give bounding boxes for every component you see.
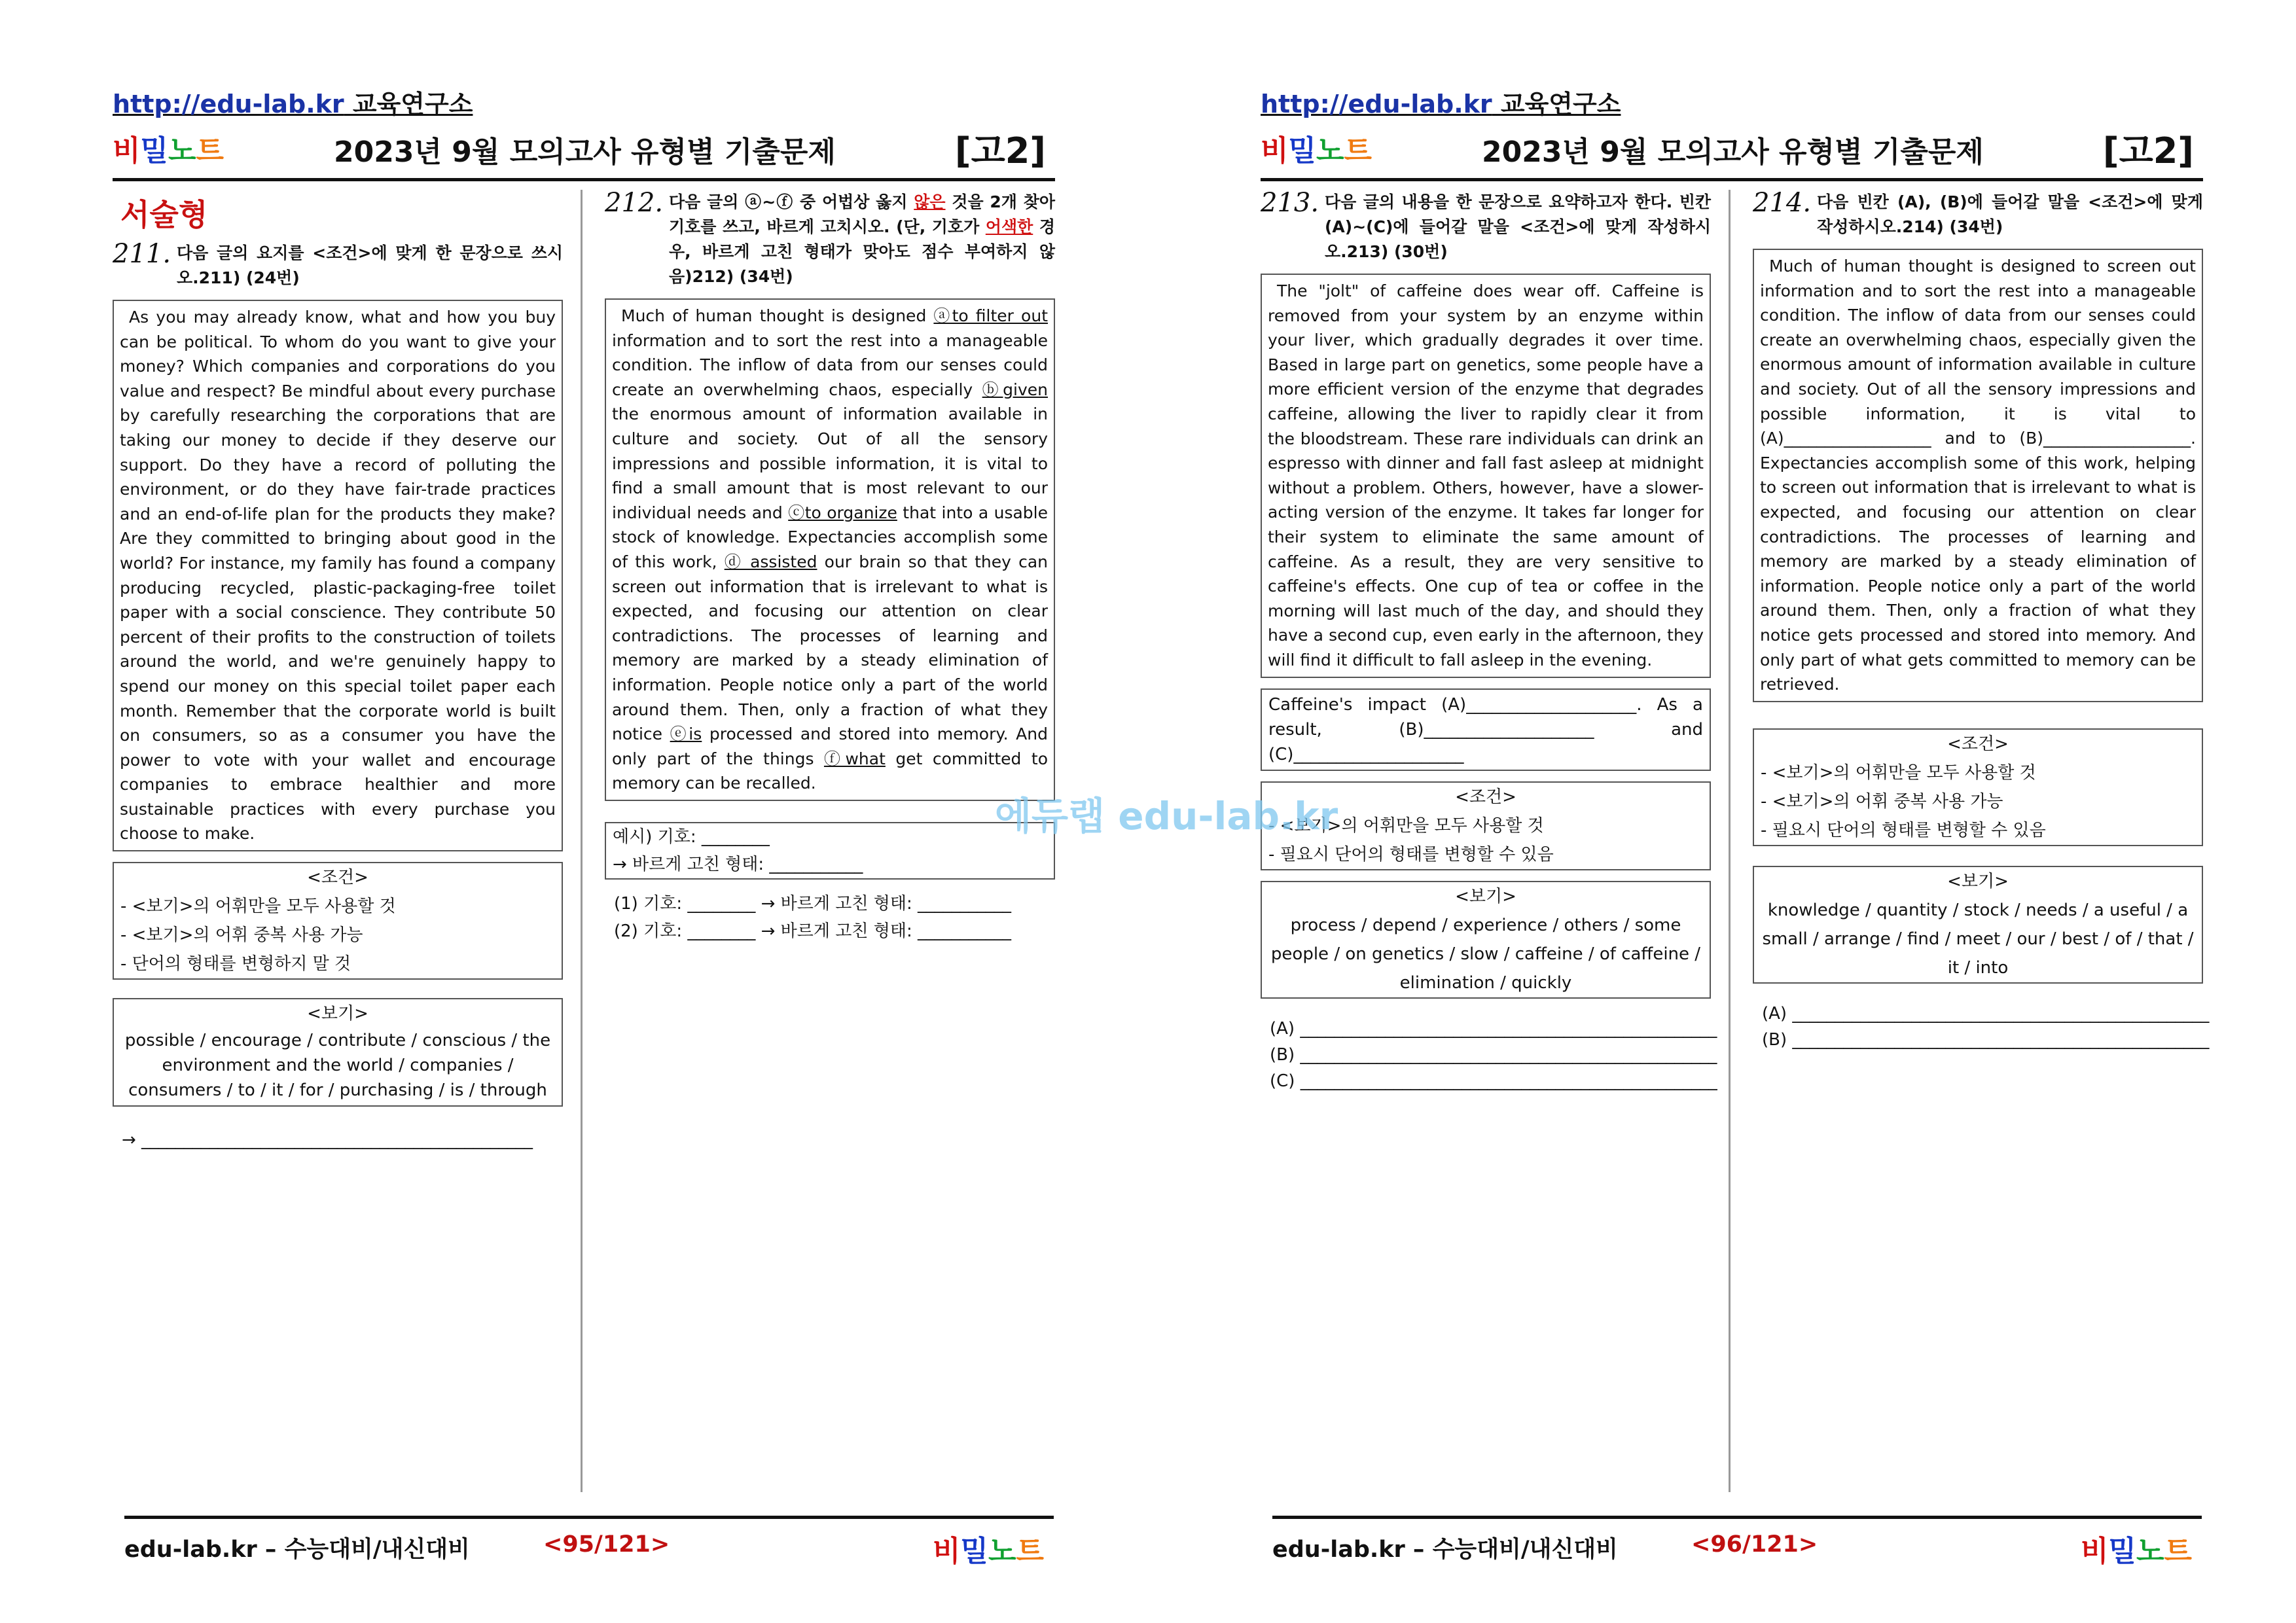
conditions-box [1753, 728, 2203, 846]
emphasis-awkward: 어색한 [985, 217, 1033, 236]
question-header [113, 241, 563, 291]
footer-brand-logo: 비밀노트 [933, 1535, 1045, 1568]
condition-item: - <보기>의 어휘 중복 사용 가능 [120, 925, 363, 946]
question-213 [1261, 188, 1717, 1094]
underline-b: ⓑgiven [982, 380, 1048, 399]
question-header [605, 190, 1055, 289]
column-divider [581, 190, 583, 1492]
example-symbol: 예시) 기호: ________ [613, 827, 770, 847]
conditions-title: <조건> [1455, 787, 1516, 807]
conditions-title: <조건> [307, 868, 368, 888]
page-header [1261, 123, 2203, 181]
section-badge: 서술형 [120, 197, 208, 232]
underline-f: ⓕwhat [823, 749, 886, 768]
example-box [605, 822, 1055, 880]
page-number: <95/121> [543, 1531, 670, 1558]
bogi-words: possible / encourage / contribute / conscious / the environment and the world / companies / consumers / to / it / for / purchasing / is / through [124, 1031, 551, 1101]
bogi-title: <보기> [1455, 886, 1516, 906]
condition-item: - <보기>의 어휘만을 모두 사용할 것 [1761, 762, 2036, 783]
answer-line[interactable]: → ______________________________________________ [122, 1130, 533, 1150]
answer-2[interactable]: (2) 기호: ________ → 바르게 고친 형태: ___________ [614, 921, 1012, 941]
answer-b[interactable]: (B) _________________________________________________ [1762, 1029, 2210, 1050]
question-number: 212. [605, 188, 664, 218]
passage: Much of human thought is designed ⓐto filter out information and to sort the rest into a manageable condition. The inflow of data from our senses could create an overwhelming chaos, especially ⓑgiven the enormous amount of information available in culture and society. Out of all the sensory impressions and possible information, it is vital to find a small amount that is most relevant to our individual needs and ⓒto organize that into a usable stock of knowledge. Expectancies accomplish some of this work, ⓓ assisted our brain so that they can screen out information that is irrelevant to what is expected, and focusing our attention on clear contradictions. The processes of learning and memory are marked by a steady elimination of information. People notice only a part of the world around them. Then, only a fraction of what they notice ⓔis processed and stored into memory. And only part of the things ⓕwhat get committed to memory can be recalled. [605, 298, 1055, 801]
site-url[interactable] [1261, 84, 1621, 120]
site-url-suffix: 교육연구소 [344, 90, 473, 118]
passage: The "jolt" of caffeine does wear off. Caffeine is removed from your system by an enzyme within your liver, which gradually degrades it over time. Based in large part on genetics, some people have a more efficient version of the enzyme that degrades caffeine, allowing the liver to rapidly clear it from the bloodstream. These rare individuals can drink an espresso with dinner and fall fast asleep at midnight without a problem. Others, however, have a slower-acting version of the enzyme. It takes far longer for their system to eliminate the same amount of caffeine. As a result, they are very sensitive to caffeine's effects. One cup of tea or coffee in the morning will last much of the day, and should they have a second cup, even early in the afternoon, they will find it difficult to fall asleep in the evening. [1261, 274, 1711, 678]
condition-item: - <보기>의 어휘만을 모두 사용할 것 [120, 897, 396, 917]
bogi-words: process / depend / experience / others / some people / on genetics / slow / caffeine / of caffeine / elimination / quickly [1270, 915, 1701, 993]
bogi-words: knowledge / quantity / stock / needs / a useful / a small / arrange / find / meet / our / best / of / that / it / into [1762, 900, 2194, 978]
underline-e: ⓔis [670, 724, 702, 744]
passage: Much of human thought is designed to screen out information and to sort the rest into a manageable condition. The inflow of data from our senses could create an overwhelming chaos, especially given the enormous amount of information available in culture and society. Out of all the sensory impressions and possible information, it is vital to (A)__________________ and to (B)__________________. Expectancies accomplish some of this work, helping to screen out information that is irrelevant to what is expected, and focusing our attention on clear contradictions. The processes of learning and memory are marked by a steady elimination of information. People notice only a part of the world around them. Then, only a fraction of what they notice gets processed and stored into memory. And only part of what gets committed to memory can be retrieved. [1753, 249, 2203, 702]
question-number: 211. [113, 239, 171, 269]
condition-item: - 필요시 단어의 형태를 변형할 수 있음 [1268, 844, 1554, 865]
page-number: <96/121> [1691, 1531, 1818, 1558]
underline-d: ⓓ assisted [724, 552, 817, 571]
footer-rule [1272, 1516, 2202, 1519]
footer-site: edu-lab.kr – 수능대비/내신대비 [124, 1537, 470, 1563]
condition-item: - 단어의 형태를 변형하지 말 것 [120, 954, 351, 974]
conditions-title: <조건> [1947, 734, 2009, 754]
bogi-box [1753, 866, 2203, 984]
question-header [1261, 190, 1711, 264]
condition-item: - <보기>의 어휘 중복 사용 가능 [1761, 791, 2003, 812]
column-divider [1729, 190, 1731, 1492]
bogi-title: <보기> [1947, 871, 2009, 891]
question-212 [605, 190, 1055, 945]
grade-label: [고2] [2102, 130, 2194, 171]
header-title: 2023년 9월 모의고사 유형별 기출문제 [334, 135, 836, 169]
brand-logo: 비밀노트 [113, 134, 224, 168]
passage: As you may already know, what and how you buy can be political. To whom do you want to give your money? Which companies and corporations do you value and respect? Be mindful about every purchase by carefully researching the corporations that are taking our money to decide if they deserve our support. Do they have a record of polluting the environment, or do they have fair-trade practices and an end-of-life plan for the products they make? Are they committed to bringing about good in the world? For instance, my family has found a company producing recycled, plastic-packaging-free toilet paper with a social conscience. They contribute 50 percent of their profits to the construction of toilets around the world, and we're genuinely happy to spend our money on this special toilet paper each month. Remember that the corporate world is built on consumers, so as a consumer you have the power to vote with your wallet and encourage companies to embrace healthier and more sustainable practices with every purchase you choose to make. [113, 300, 563, 851]
underline-a: ⓐto filter out [933, 306, 1048, 325]
underline-c: ⓒto organize [788, 503, 897, 522]
bogi-box [1261, 881, 1711, 999]
site-url-link[interactable]: http://edu-lab.kr [1261, 90, 1492, 118]
header-title: 2023년 9월 모의고사 유형별 기출문제 [1482, 135, 1984, 169]
emphasis-not: 않은 [914, 192, 946, 211]
question-text: 다음 빈칸 (A), (B)에 들어갈 말을 <조건>에 맞게 작성하시오.214) (34번) [1817, 192, 2203, 236]
answer-b[interactable]: (B) _________________________________________________ [1270, 1044, 1717, 1065]
answer-a[interactable]: (A) _________________________________________________ [1762, 1003, 2210, 1024]
condition-item: - <보기>의 어휘만을 모두 사용할 것 [1268, 815, 1544, 836]
example-correction: → 바르게 고친 형태: ___________ [613, 854, 863, 874]
watermark: 에듀랩 edu-lab.kr [995, 794, 1338, 838]
site-url-suffix: 교육연구소 [1492, 90, 1621, 118]
question-number: 213. [1261, 188, 1319, 218]
question-text: 다음 글의 ⓐ~ⓕ 중 어법상 옳지 않은 것을 2개 찾아 기호를 쓰고, 바르게 고치시오. (단, 기호가 어색한 경우, 바르게 고친 형태가 맞아도 점수 부여하지 않음)212) (34번) [669, 192, 1055, 286]
footer-site: edu-lab.kr – 수능대비/내신대비 [1272, 1537, 1618, 1563]
footer-brand-logo: 비밀노트 [2081, 1535, 2193, 1568]
question-text: 다음 글의 내용을 한 문장으로 요약하고자 한다. 빈칸 (A)~(C)에 들어갈 말을 <조건>에 맞게 작성하시오.213) (30번) [1325, 192, 1711, 261]
conditions-box [113, 862, 563, 980]
page-header [113, 123, 1055, 181]
footer-rule [124, 1516, 1054, 1519]
site-url-link[interactable]: http://edu-lab.kr [113, 90, 344, 118]
question-header [1753, 190, 2203, 240]
question-number: 214. [1753, 188, 1812, 218]
condition-item: - 필요시 단어의 형태를 변형할 수 있음 [1761, 820, 2046, 840]
summary-box: Caffeine's impact (A)____________________. As a result, (B)____________________ and (C)____________________ [1261, 688, 1711, 771]
site-url[interactable] [113, 84, 473, 120]
answer-a[interactable]: (A) _________________________________________________ [1270, 1018, 1717, 1039]
bogi-box [113, 998, 563, 1107]
brand-logo: 비밀노트 [1261, 134, 1372, 168]
bogi-title: <보기> [307, 1004, 368, 1024]
answer-c[interactable]: (C) _________________________________________________ [1270, 1071, 1717, 1091]
grade-label: [고2] [954, 130, 1046, 171]
question-text: 다음 글의 요지를 <조건>에 맞게 한 문장으로 쓰시오.211) (24번) [177, 243, 563, 287]
question-214 [1753, 188, 2210, 1053]
answer-1[interactable]: (1) 기호: ________ → 바르게 고친 형태: ___________ [614, 893, 1012, 914]
question-211 [113, 190, 563, 1154]
